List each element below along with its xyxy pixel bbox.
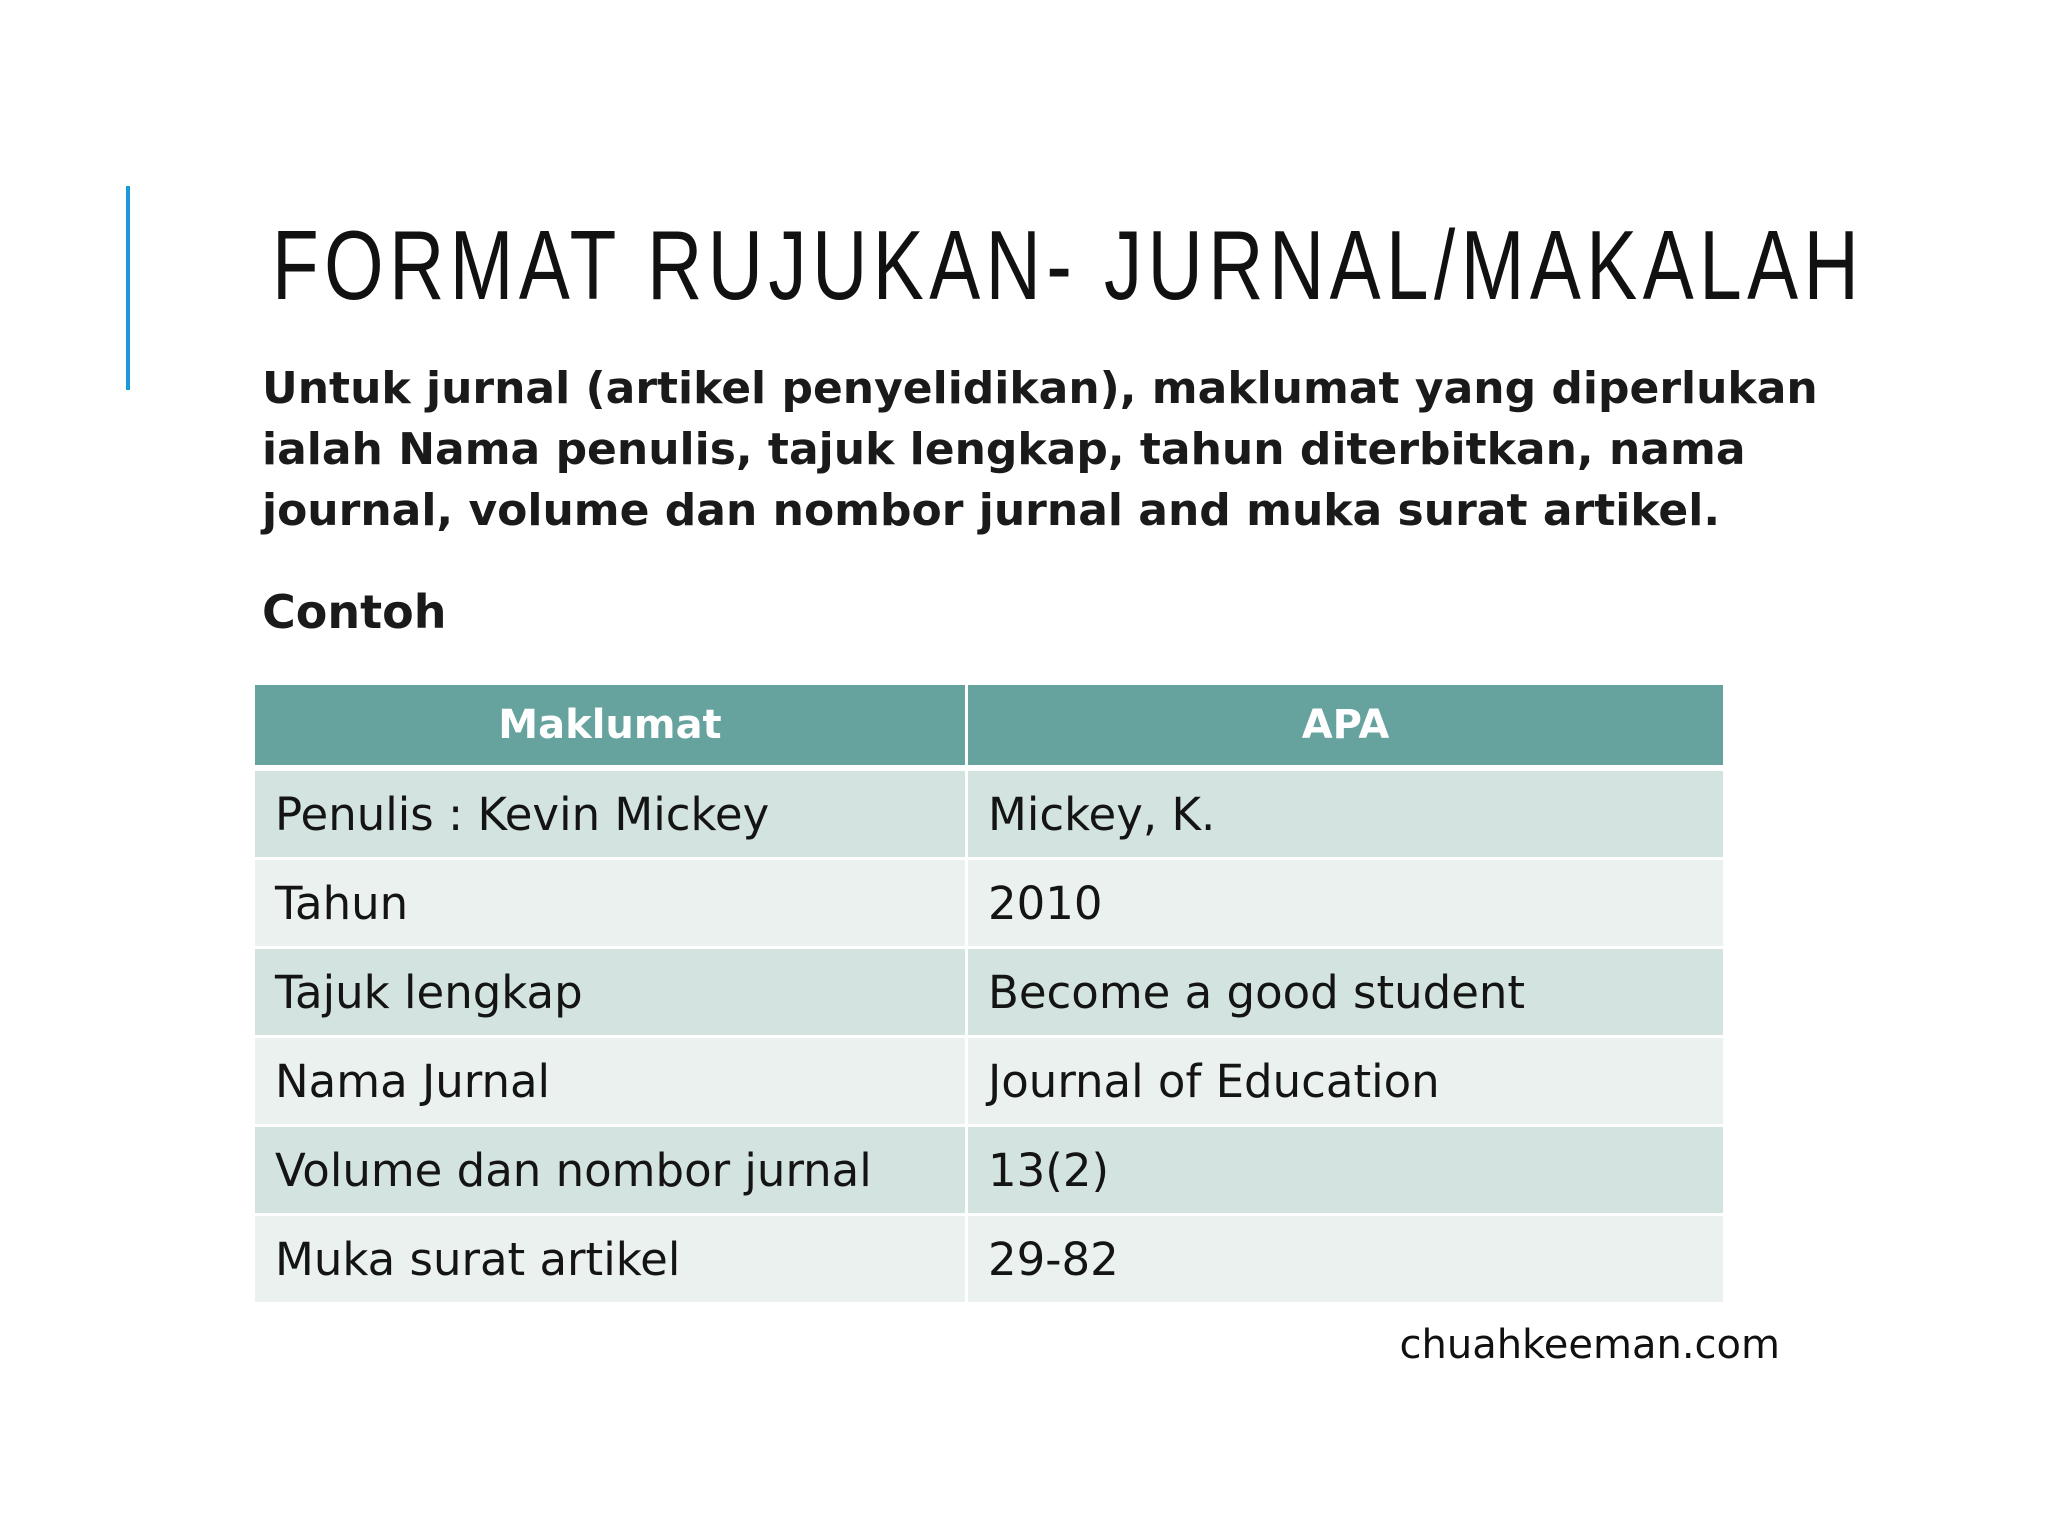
cell-apa: 13(2) [965,1127,1723,1216]
reference-table [255,685,1723,1305]
cell-maklumat: Nama Jurnal [255,1038,965,1127]
table-row [255,949,1723,1038]
slide-title: FORMAT RUJUKAN- JURNAL/MAKALAH [272,210,1865,320]
table-row [255,1216,1723,1305]
table-row [255,771,1723,860]
cell-apa: Journal of Education [965,1038,1723,1127]
intro-paragraph: Untuk jurnal (artikel penyelidikan), maklumat yang diperlukan ialah Nama penulis, tajuk lengkap, tahun diterbitkan, nama journal, volume dan nombor jurnal and muka surat artikel. [262,363,1818,536]
table-row [255,1038,1723,1127]
table-row [255,1127,1723,1216]
cell-maklumat: Muka surat artikel [255,1216,965,1305]
title-accent-bar [126,186,130,390]
cell-maklumat: Volume dan nombor jurnal [255,1127,965,1216]
cell-maklumat: Penulis : Kevin Mickey [255,771,965,860]
table-row [255,860,1723,949]
cell-apa: Mickey, K. [965,771,1723,860]
cell-apa: Become a good student [965,949,1723,1038]
cell-maklumat: Tahun [255,860,965,949]
cell-maklumat: Tajuk lengkap [255,949,965,1038]
table-header-row [255,685,1723,771]
header-apa: APA [965,685,1723,771]
cell-apa: 2010 [965,860,1723,949]
source-watermark: chuahkeeman.com [1399,1322,1780,1368]
example-label: Contoh [262,585,447,639]
header-maklumat: Maklumat [255,685,965,771]
cell-apa: 29-82 [965,1216,1723,1305]
